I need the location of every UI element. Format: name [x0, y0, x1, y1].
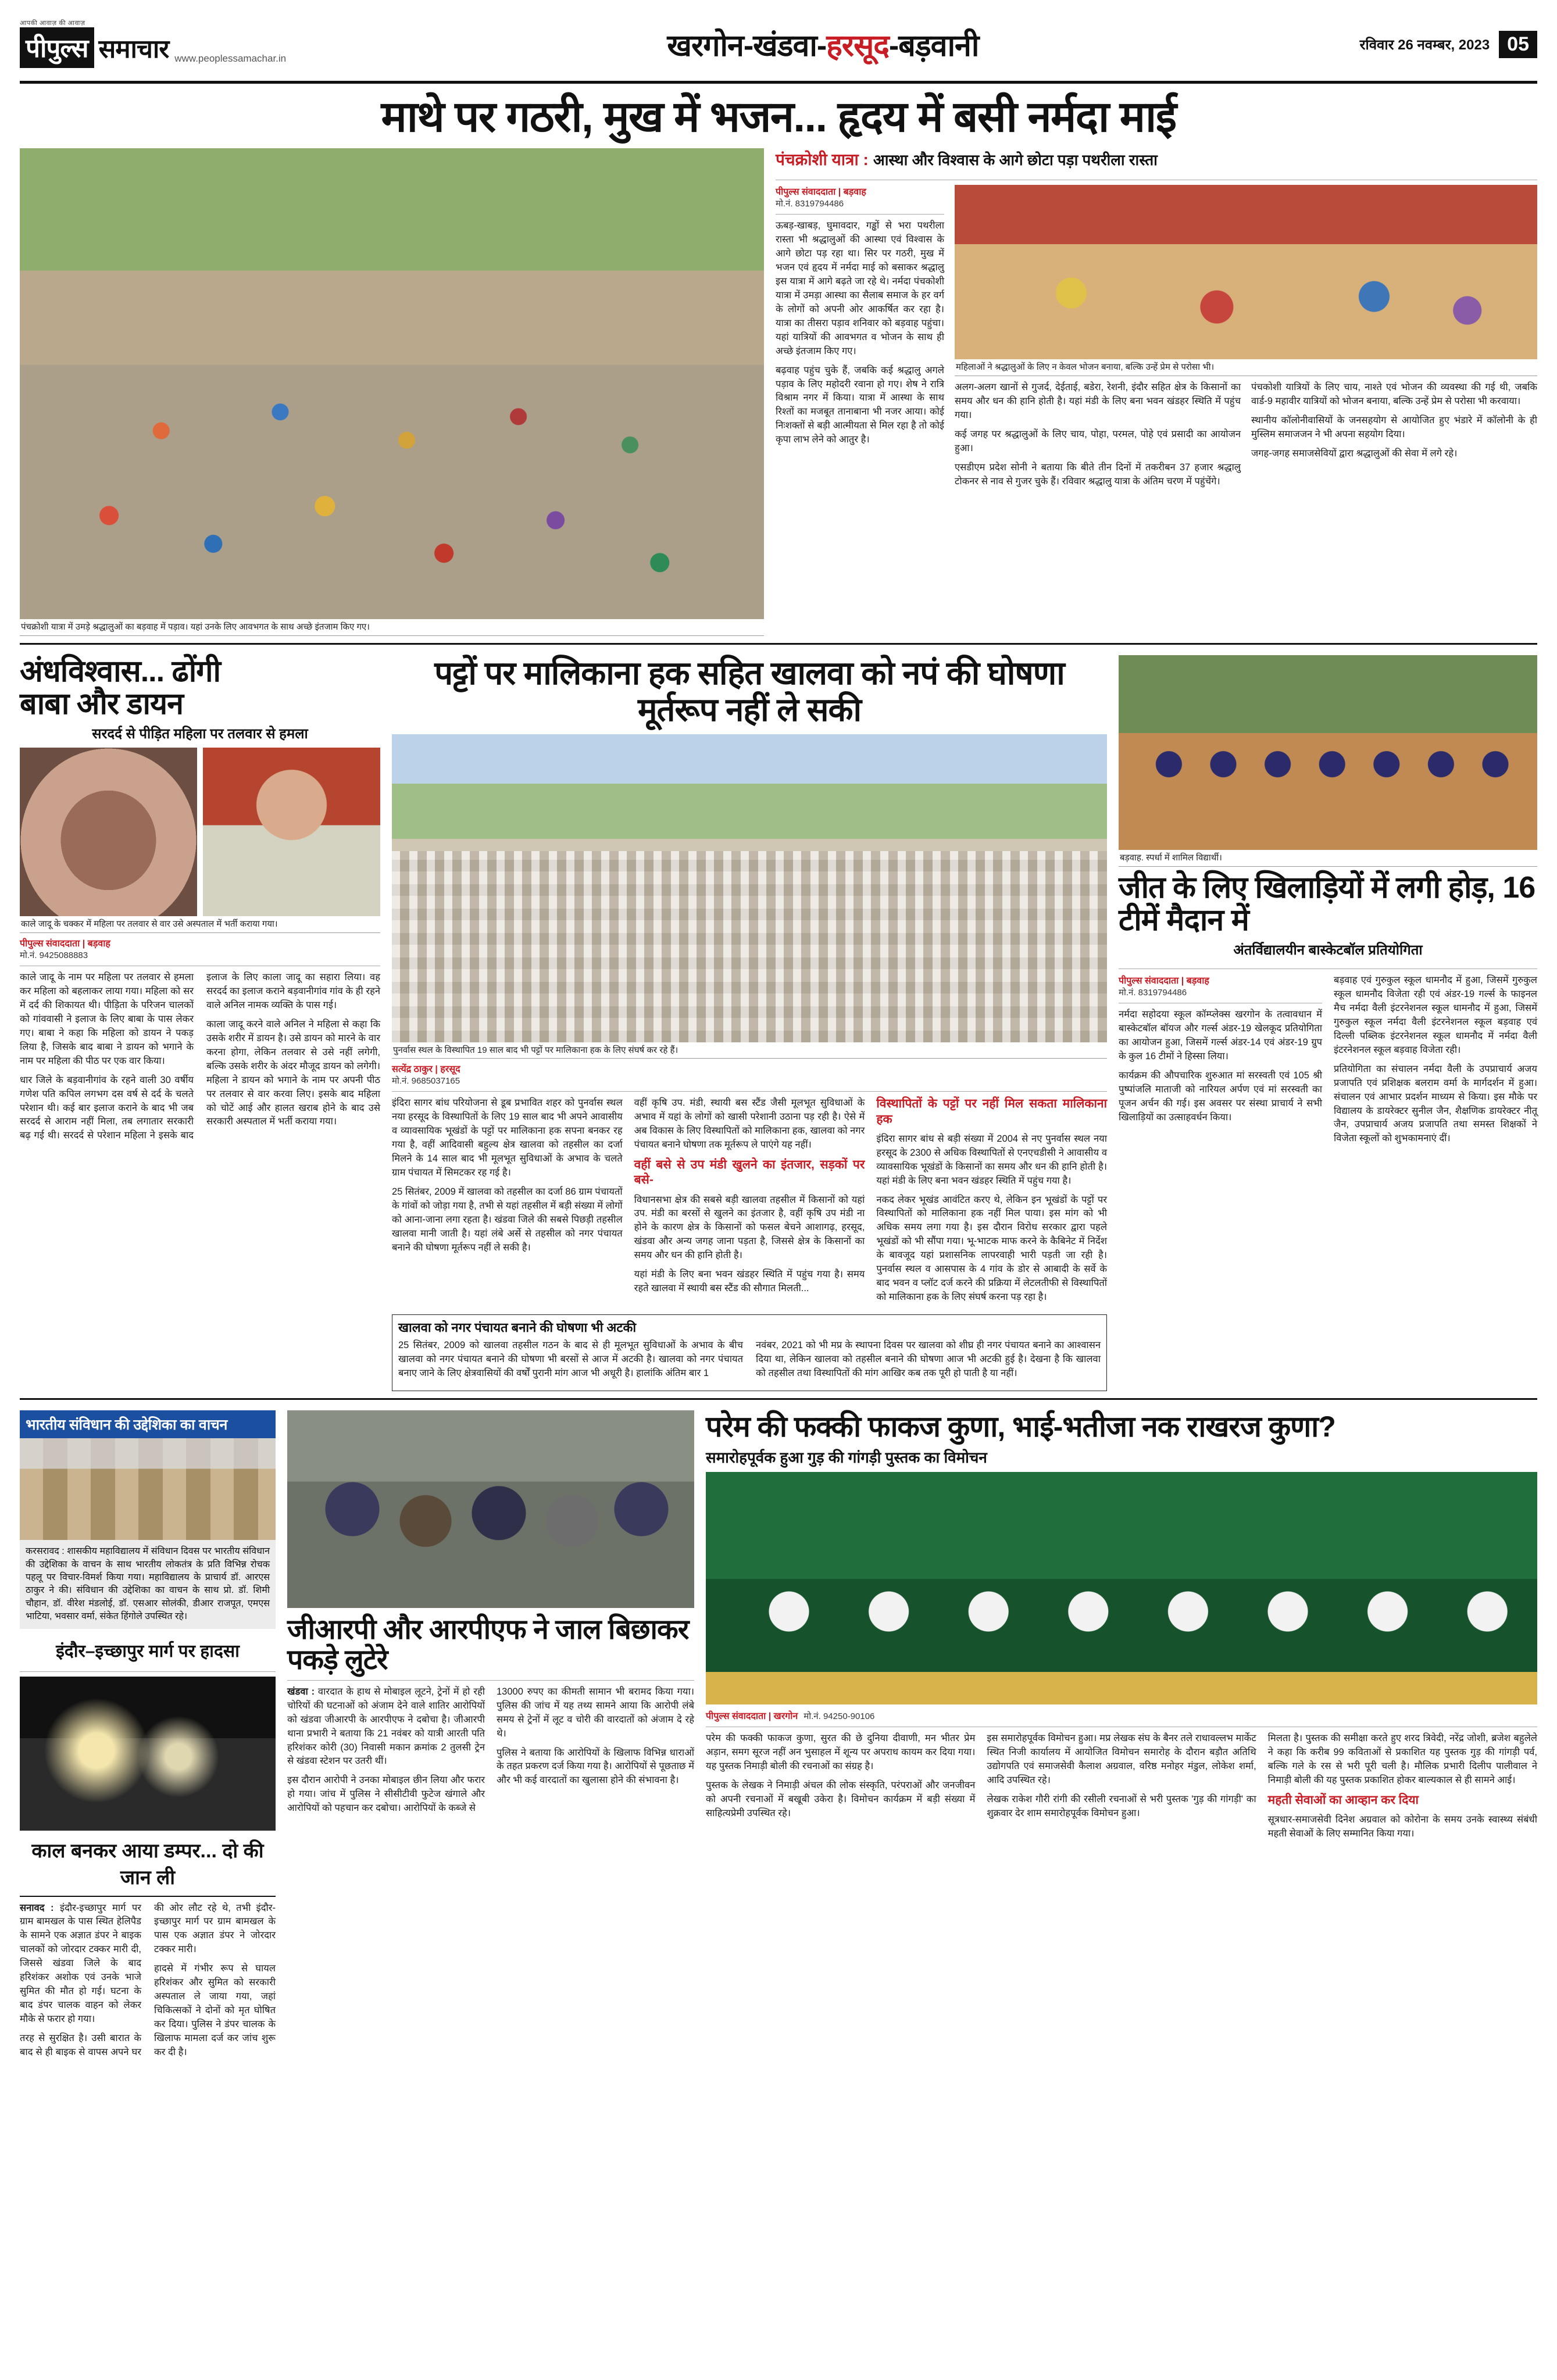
- banner-headline: माथे पर गठरी, मुख में भजन... हृदय में बसी नर्मदा माई: [381, 92, 1176, 141]
- superstition-headline-1: अंधविश्वास... ढोंगी: [20, 655, 220, 689]
- patta-para: विधानसभा क्षेत्र की सबसे बड़ी खालवा तहसील में किसानों को यहां उप. मंडी का बरसों से खुलने का इंतजार है, वहीं कृषि उप मंडी ना होने के कारण क्षेत्र के किसानों को फसल बेचने आशागढ़, हरसूद, खंडवा और अन्य जगह जाना पड़ता है, जिससे क्षेत्र के किसानों का समय और धन की हानि होती है।: [634, 1194, 865, 1261]
- lead-photo-block: [20, 148, 764, 636]
- lead-body-1: [776, 219, 944, 447]
- patta-para: इंदिरा सागर बांध परियोजना से डूब प्रभावित शहर को पुनर्वास स्थल नया हरसूद के विस्थापितों के लिए 19 साल बाद भी अपने आवासीय व व्यावसायिक भूखंडों के पट्टों पर मालिकाना हक सपना बनकर रह गया है, वहीं आदिवासी बहुल्य क्षेत्र खालवा को तहसील का दर्जा मिलने के 14 साल बाद भी मूलभूत सुविधाओं के अभाव के चलते ग्राम पंचायत में सिमटकर रह गई है।: [392, 1098, 623, 1178]
- sports-body-1: [1119, 1008, 1322, 1124]
- middle-section: [20, 655, 1537, 1391]
- sports-photo-caption: बड़वाह. स्पर्धा में शामिल विद्यार्थी।: [1119, 850, 1537, 867]
- story-book: [706, 1410, 1537, 2062]
- accident-subhead: काल बनकर आया डम्पर... दो की जान ली: [20, 1831, 276, 1897]
- patta-col3-subhead: विस्थापितों के पट्टों पर नहीं मिल सकता मालिकाना हक: [876, 1097, 1108, 1126]
- loot-headline: जीआरपी और आरपीएफ ने जाल बिछाकर पकड़े लुटेरे: [287, 1614, 689, 1675]
- patta-para: इंदिरा सागर बांध से बड़ी संख्या में 2004 से नए पुनर्वास स्थल नया हरसूद के 2300 से अधिक विस्थापितों से एनएचडीसी ने आवासीय व व्यावसायिक भूखंडों के किसानों का समय और धन की हानि होती है। यहां मंडी के लिए बना भवन खंडहर स्थिति में पहुंच गया है।: [876, 1133, 1108, 1186]
- superstition-para: काला जादू करने वाले अनिल ने महिला से कहा कि उसके शरीर में डायन है। उसे डायन को मारने के वार करना होगा, लेकिन तलवार से उसे नहीं लगेगी, बल्कि उसके शरीर के अंदर मौजूद डायन को लगेगी। महिला ने डायन को भगाने के नाम पर अपनी पीठ पर तलवार से वार करवा लिए। इसके बाद महिला को चोटें आई और हालत खराब होने के बाद उसे सरकारी अस्पताल में भर्ती कराया गया।: [206, 1019, 380, 1127]
- sports-col-1: [1119, 974, 1322, 1151]
- superstition-body: [20, 971, 380, 1143]
- patta-para: 25 सितंबर, 2009 में खालवा को तहसील का दर्जा 86 ग्राम पंचायतों के गांवों को जोड़ा गया है, तभी से यहां तहसील में बड़ी संख्या में लोगों को आना-जाना लगा रहता है। खंडवा जिले की सबसे पिछड़ी तहसील खालवा मानी जाती है। यहां लंबे अर्से से तहसील को नगर पंचायत बनाने की घोषणा मूर्तरूप नहीं ले सकी है।: [392, 1186, 623, 1253]
- superstition-photo-1-image: [20, 748, 197, 916]
- lead-side-photo-image: [955, 185, 1537, 359]
- book-col3-subhead: महती सेवाओं का आव्हान कर दिया: [1267, 1793, 1419, 1807]
- masthead: [20, 16, 1537, 84]
- lead-para: जगह-जगह समाजसेवियों द्वारा श्रद्धालुओं की सेवा में लगे रहे।: [1251, 448, 1458, 459]
- masthead-right: [1360, 31, 1537, 58]
- accident-para: हादसे में गंभीर रूप से घायल हरिशंकर और सुमित को सरकारी अस्पताल ले जाया गया, जहां चिकित्सकों ने दोनों को मृत घोषित कर दिया। पुलिस ने डंपर चालक के खिलाफ मामला दर्ज कर जांच शुरू कर दी है।: [154, 1963, 276, 2057]
- constitution-bluebar: भारतीय संविधान की उद्देशिका का वाचन: [20, 1410, 276, 1438]
- lead-story-section: [20, 148, 1537, 636]
- accident-headline: इंदौर–इच्छापुर मार्ग पर हादसा: [56, 1641, 240, 1661]
- accident-lead: [20, 1902, 141, 2027]
- lead-kicker-line: [776, 148, 1537, 170]
- edition-part-1: खरगोन-खंडवा-: [667, 29, 827, 63]
- constitution-body: करसरावद : शासकीय महाविद्यालय में संविधान दिवस पर भारतीय संविधान की उद्देशिका के वाचन के साथ भारतीय लोकतंत्र के प्रति विभिन्न रोचक पहलू पर विचार-विमर्श किया गया। महाविद्यालय के प्राचार्य डॉ. आरएस ठाकुर ने की। संविधान की उद्देशिका का वाचन के साथ प्रो. डॉ. शिमी चौहान, डॉ. वीरेश मंडलोई, डॉ. एसआर सोलंकी, डीआर राजपूत, एमएस भाटिया, भवसार वर्मा, संकेत हिंगोले उपस्थित रहे।: [20, 1540, 276, 1628]
- patta-boxed-item: [392, 1314, 1107, 1391]
- superstition-byline: पीपुल्स संवाददाता | बड़वाह: [20, 939, 110, 949]
- sports-para: बड़वाह एवं गुरुकुल स्कूल धामनौद में हुआ, जिसमें गुरुकुल स्कूल धामनौद विजेता रही एवं अंडर-19 गर्ल्स के फाइनल मैच नर्मदा वैली इंटरनेशनल स्कूल धामनौद में हुआ, जिसमें गुरुकुल स्कूल नर्मदा वैली इंटरनेशनल स्कूल बड़वाह एवं दिल्ली पब्लिक इंटरनेशनल स्कूल धामनौद में नर्मदा वैली इंटरनेशनल स्कूल बड़वाह विजेता रही।: [1334, 975, 1537, 1055]
- loot-para: पुलिस ने बताया कि आरोपियों के खिलाफ विभिन्न धाराओं के तहत प्रकरण दर्ज किया गया है। आरोपियों से पूछताछ में और भी कई वारदातों का खुलासा होने की संभावना है।: [497, 1747, 694, 1786]
- book-photo-image: [706, 1472, 1537, 1704]
- accident-photo-image: [20, 1677, 276, 1831]
- accident-body: [20, 1902, 276, 2063]
- patta-col-2: [634, 1096, 865, 1310]
- lead-side-photo-caption: महिलाओं ने श्रद्धालुओं के लिए न केवल भोजन बनाया, बल्कि उन्हें प्रेम से परोसा भी।: [955, 359, 1537, 376]
- logo-samachar-text: समाचार: [98, 35, 169, 63]
- story-loot: [287, 1410, 694, 2062]
- lead-kicker-sub: आस्था और विश्वास के आगे छोटा पड़ा पथरीला रास्ता: [873, 151, 1158, 169]
- patta-col-3: [876, 1096, 1107, 1310]
- lead-col-1: [776, 185, 944, 494]
- superstition-para: धार जिले के बड़वानीगांव के रहने वाली 30 वर्षीय गणेश पति कपिल लगभग दस वर्ष से दर्द के चलते परेशान थी। कई बार इलाज कराने के बाद भी जब सरदर्द से आराम नहीं मिला, तब लगातार सरकारी बढ़ गई थी। सरदर्द से परेशान महिला ने इसके बाद इलाज के लिए काला जादू का सहारा लिया। वह सरदर्द का इलाज कराने बड़वानीगांव गांव के ही रहने वाले अनिल नामक व्यक्ति के पास गई।: [20, 972, 380, 1141]
- loot-col-2: [497, 1685, 694, 1821]
- patta-para: वहीं कृषि उप. मंडी, स्थायी बस स्टैंड जैसी मूलभूत सुविधाओं के अभाव में यहां के लोगों को खासी परेशानी उठाना पड़ रही है। ऐसे में अब विकास के लिए विस्थापितों को मालिकाना हक, खालवा को नगर पंचायत बनाने घोषणा तक मूर्तरूप ले पाएंगे यह नहीं।: [634, 1098, 865, 1150]
- patta-byline-phone: मो.नं. 9685037165: [392, 1076, 460, 1087]
- lead-side-photo: [955, 185, 1537, 359]
- edition-part-2: -बड़वानी: [888, 29, 979, 63]
- publication-date: रविवार 26 नवम्बर, 2023: [1359, 37, 1490, 53]
- loot-col-1: [287, 1685, 485, 1821]
- book-byline-phone: मो.नं. 94250-90106: [804, 1711, 875, 1722]
- patta-byline: सत्येंद्र ठाकुर | हरसूद: [392, 1064, 460, 1075]
- book-photo: [706, 1472, 1537, 1704]
- accident-para: इंदौर-इच्छापुर मार्ग पर ग्राम बामखल के पास स्थित हेलिपैड के सामने एक अज्ञात डंपर ने बाइक चालकों को जोरदार टक्कर मारी दी, जिससे खंडवा जिले के बाद हरिशंकर अशोक एवं उनके भाजे सुमित की मौत हो गई। घटना के बाद डंपर चालक वाहन को लेकर मौके से फरार हो गया।: [20, 1902, 141, 2024]
- lead-para: एसडीएम प्रदेश सोनी ने बताया कि बीते तीन दिनों में तकरीबन 37 हजार श्रद्धालु टोकनर से नाव से गुजर चुके हैं। रविवार श्रद्धालु यात्रा के अंतिम चरण में पहुंचेंगे।: [955, 462, 1241, 487]
- sports-headline: जीत के लिए खिलाड़ियों में लगी होड़, 16 टीमें मैदान में: [1119, 870, 1535, 938]
- book-subhead: समारोहपूर्वक हुआ गुड़ की गांगड़ी पुस्तक का विमोचन: [706, 1449, 987, 1467]
- loot-para: इस दौरान आरोपी ने उनका मोबाइल छीन लिया और फरार हो गया। जांच में पुलिस ने सीसीटीवी फुटेज खंगाले और आरोपियों को पहचान कर दबोचा। आरोपियों के कब्जे से: [287, 1775, 485, 1814]
- patta-para: नकद लेकर भूखंड आवंटित करए थे, लेकिन इन भूखंडों के पट्टों पर विस्थापितों को मालिकाना हक नहीं मिल पाया। इस मांग को भी अधिक समय लगा गया है। इस दौरान विरोध सरकार द्वारा पहले भूखंडों को भी सौंपा गया। भू-भाटक माफ करने के कैबिनेट में निर्देश के बावजूद यहां प्रशासनिक लापरवाही भारी पड़ती जा रही है। पुनर्वास स्थल व आसपास के 4 गांव के डोर से आबादी के सर्वे के बाद भवन व प्लॉट दर्ज करने की प्रक्रिया में लेटलतीफी से विस्थापितों को मालिकाना हक के लिए संघर्ष करना पड़ रहा है।: [876, 1194, 1108, 1302]
- book-para: परेम की फक्की फाकज कुणा, सुरत की छे दुनिया दीवाणी, मन भीतर प्रेम अड़ान, समग सूरज नहीं अन भुसाहल में शून्य पर अपराध कायम कर दिया गया। यह पुस्तक निमाड़ी बोली की रचनाओं का संग्रह है।: [706, 1733, 976, 1771]
- page-number: 05: [1499, 31, 1537, 58]
- book-para: मिलता है। पुस्तक की समीक्षा करते हुए शरद त्रिवेदी, नरेंद्र जोशी, ब्रजेश बहुलेले ने कहा कि करीब 99 कविताओं से प्रकाशित यह पुस्तक गुड़ की गांगड़ी पर्व, बल्कि गले के रस से भरी पूरी चली है। मौलिक प्रभारी दिलीप पालीवाल ने निमाड़ी बोली की यह पुस्तक प्रकाशित होकर बाल्यकाल से ही सामने आई।: [1267, 1733, 1537, 1785]
- lead-para: स्थानीय कॉलोनीवासियों के जनसहयोग से आयोजित हुए भंडारे में कॉलोनी के ही मुस्लिम समाजजन ने भी अपना सहयोग दिया।: [1251, 414, 1537, 439]
- lead-photo-caption: पंचक्रोशी यात्रा में उमड़े श्रद्धालुओं का बड़वाह में पड़ाव। यहां उनके लिए आवभगत के साथ अच्छे इंतजाम किए गए।: [20, 619, 764, 636]
- lead-para: कई जगह पर श्रद्धालुओं के लिए चाय, पोहा, परमल, पोहे एवं प्रसादी का आयोजन हुआ।: [955, 428, 1241, 453]
- sports-byline-phone: मो.नं. 8319794486: [1119, 988, 1187, 998]
- logo-peoples-text: पीपुल्स: [20, 27, 94, 68]
- edition-title: [286, 24, 1360, 65]
- lead-para: बढ़वाह पहुंच चुके हैं, जबकि कई श्रद्धालु अगले पड़ाव के लिए महोदरी रवाना हो गए। शेष ने रात्रि विश्राम नगर में किया। यात्रा में आस्था के साथ रिश्तों का मजबूत तानाबाना भी नजर आया। कोई निःशक्तों से बड़ी आत्मीयता से मिल रहा है तो कोई कृपा लाभ लेने को आतुर है।: [776, 364, 944, 445]
- patta-boxed-para: 25 सितंबर, 2009 को खालवा तहसील गठन के बाद से ही मूलभूत सुविधाओं के अभाव के बीच खालवा को नगर पंचायत बनाने की घोषणा भी बरसों से आज में अटकी है। खालवा को नगर पंचायत बनाए जाने के लिए क्षेत्रवासियों की वर्षों पुरानी मांग आज भी अधूरी है। हालांकि अंतिम बार 1: [398, 1340, 743, 1379]
- loot-para: वारदात के हाथ से मोबाइल लूटने, ट्रेनों में हो रही चोरियों की घटनाओं को अंजाम देने वाले शातिर आरोपियों को खंडवा जीआरपी के आरपीएफ ने दबोचा है। जीआरपी थाना प्रभारी ने बताया कि 21 नवंबर को यात्री आरती पति हरिशंकर कोरी (30) निवासी मकान क्रमांक 2 तुलसी ट्रेन से खंडवा स्टेशन पर उतरी थीं।: [287, 1686, 485, 1767]
- lead-body-3: [1251, 381, 1537, 494]
- sports-byline: पीपुल्स संवाददाता | बड़वाह: [1119, 976, 1209, 987]
- story-patta: [392, 655, 1107, 1391]
- book-para: इस समारोहपूर्वक विमोचन हुआ। मप्र लेखक संघ के बैनर तले राधावल्लभ मार्केट स्थित निजी कार्यालय में आयोजित विमोचन समारोह के दौरान बड़ौत अतिथि उद्योगपति एवं समाजसेवी कैलाश अग्रवाल, वरिष्ठ मनोहर मंडुल, लोकेश शर्मा, आदि उपस्थित रहे।: [987, 1733, 1256, 1785]
- superstition-headline-2: बाबा और डायन: [20, 687, 183, 721]
- sports-para: प्रतियोगिता का संचालन नर्मदा वैली के उपप्राचार्य अजय प्रजापति एवं प्रशिक्षक बलराम वर्मा के मार्गदर्शन में हुआ। संचालन एवं आभार प्रदर्शन माध्यम से किया। इस मौके पर विद्यालय के डायरेक्टर सुनील जैन, शैक्षणिक डायरेक्टर नीतू जैन, उपप्राचार्य अजय प्रजापति तथा समस्त शिक्षकों ने विजेता स्कूलों को शुभकामनाएं दीं।: [1334, 1063, 1537, 1144]
- patta-subhead-red: वहीं बसे से उप मंडी खुलने का इंतजार, सड़कों पर बसे-: [634, 1158, 865, 1187]
- loot-dateline: खंडवा :: [287, 1686, 315, 1697]
- sports-body-2: [1334, 974, 1537, 1151]
- superstition-byline-phone: मो.नं. 9425088883: [20, 950, 88, 961]
- patta-photo-image: [392, 734, 1107, 1042]
- lead-photo-image: [20, 148, 764, 619]
- accident-dateline: सनावद :: [20, 1902, 54, 1913]
- lead-body-2: [955, 381, 1241, 494]
- patta-para: यहां मंडी के लिए बना भवन खंडहर स्थिति में पहुंच गया है। समय रहते खालवा में स्थायी बस स्टैंड की सौगात मिलती...: [634, 1269, 865, 1294]
- sports-para: कार्यक्रम की औपचारिक शुरुआत मां सरस्वती एवं 105 श्री पुष्पांजलि माताजी को नारियल अर्पण एवं मां सरस्वती का पूजन अर्चन की गई। इस अवसर पर संस्था प्राचार्य ने सभी खिलाड़ियों का उत्साहवर्धन किया।: [1119, 1070, 1322, 1123]
- edition-part-red: हरसूद: [826, 29, 889, 63]
- book-byline: पीपुल्स संवाददाता | खरगोन: [706, 1711, 798, 1722]
- patta-photo: [392, 734, 1107, 1042]
- superstition-subhead: सरदर्द से पीड़ित महिला पर तलवार से हमला: [92, 726, 308, 742]
- superstition-para: काले जादू के नाम पर महिला पर तलवार से हमला कर महिला को बहलाकर लाया गया। महिला को सर में दर्द की शिकायत थी। पीड़िता के परिजन चालकों को गांववासी ने इलाज के लिए बाबा के पास लेकर गए। बाबा ने कहा कि महिला को डायन ने पकड़ लिया है, जिसके बाद बाबा ने डायन को भगाने के नाम पर महिला की पीठ पर एक वार किया।: [20, 972, 194, 1066]
- sports-photo-image: [1119, 655, 1537, 850]
- lead-text-block: [776, 148, 1537, 636]
- loot-para: 13000 रुपए का कीमती सामान भी बरामद किया गया। पुलिस की जांच में यह तथ्य सामने आया कि आरोपी लंबे समय से ट्रेनों में लूट व चोरी की वारदातों को अंजाम दे रहे थे।: [497, 1686, 694, 1739]
- patta-boxed-headline: खालवा को नगर पंचायत बनाने की घोषणा भी अटकी: [398, 1320, 637, 1335]
- superstition-photo-caption: काले जादू के चक्कर में महिला पर तलवार से वार उसे अस्पताल में भर्ती कराया गया।: [20, 916, 380, 933]
- superstition-photo-2-image: [203, 748, 380, 916]
- constitution-photo: [20, 1438, 276, 1540]
- patta-boxed-body: [398, 1339, 1101, 1386]
- bottom-section: [20, 1410, 1537, 2062]
- lead-para: अलग-अलग खानों से गुजर्द, देईताई, बडेरा, रेशनी, इंदौर सहित क्षेत्र के किसानों का समय और धन की हानि होती है। यहां मंडी के लिए बना भवन खंडहर स्थिति में पहुंच गया।: [955, 382, 1241, 420]
- patta-photo-caption: पुनर्वास स्थल के विस्थापित 19 साल बाद भी पट्टों पर मालिकाना हक के लिए संघर्ष कर रहे हैं।: [392, 1042, 1107, 1059]
- sports-para: नर्मदा सहोदया स्कूल कॉम्प्लेक्स खरगोन के तत्वावधान में बास्केटबॉल बॉयज और गर्ल्स अंडर-19 खेलकूद प्रतियोगिता का आयोजन हुआ, जिसमें गर्ल्स अंडर-14 एवं अंडर-19 ग्रुप के कुल 16 टीमों ने हिस्सा लिया।: [1119, 1009, 1322, 1062]
- book-col-1: [706, 1732, 975, 1846]
- sports-photo: [1119, 655, 1537, 850]
- lead-byline: पीपुल्स संवाददाता | बड़वाह: [776, 187, 866, 198]
- loot-photo-image: [287, 1410, 694, 1608]
- story-superstition: [20, 655, 380, 1391]
- loot-photo: [287, 1410, 694, 1608]
- book-headline: परेम की फक्की फाकज कुणा, भाई-भतीजा नक राखरज कुणा?: [706, 1410, 1335, 1443]
- constitution-photo-image: [20, 1438, 276, 1540]
- book-col-2: [987, 1732, 1256, 1846]
- logo-tagline: आपकी आवाज़ की आवाज़: [20, 20, 85, 27]
- patta-col-1: [392, 1096, 623, 1310]
- lead-byline-phone: मो.नं. 8319794486: [776, 199, 844, 209]
- superstition-photo-2: [203, 748, 380, 916]
- accident-photo: [20, 1677, 276, 1831]
- newspaper-logo[interactable]: [20, 21, 286, 68]
- book-para: सूत्रधार-समाजसेवी दिनेश अग्रवाल को कोरोना के समय उनके स्वास्थ्य संबंधी महती सेवाओं के लिए सम्मानित किया गया।: [1267, 1814, 1537, 1839]
- patta-boxed-para: नवंबर, 2021 को भी मप्र के स्थापना दिवस पर खालवा को शीघ्र ही नगर पंचायत बनाने का आश्वासन दिया था, लेकिन खालवा को तहसील बनाने की घोषणा आज भी अटकी हुई है। देखना है कि खालवा को तहसील तथा विस्थापितों की मांग आखिर कब तक पूरी हो पाती है या नहीं।: [756, 1340, 1101, 1379]
- book-para: पुस्तक के लेखक ने निमाड़ी अंचल की लोक संस्कृति, परंपराओं और जनजीवन को अपनी रचनाओं में बखूबी उकेरा है। विमोचन कार्यक्रम में बड़ी संख्या में साहित्यप्रेमी उपस्थित रहे।: [706, 1779, 976, 1818]
- loot-lead: [287, 1685, 485, 1769]
- superstition-photo-1: [20, 748, 197, 916]
- lead-para: ऊबड़-खाबड़, घुमावदार, गड्ढों से भरा पथरीला रास्ता भी श्रद्धालुओं की आस्था एवं विश्वास के आगे छोटा पड़ रहा था। सिर पर गठरी, मुख में भजन एवं हृदय में नर्मदा माई को बसाकर श्रद्धालु इस यात्रा में आगे बढ़ते जा रहे थे। नर्मदा पंचकोशी यात्रा में उमड़ा आस्था का सैलाब समाज के हर वर्ग के लोगों को अपनी ओर आकर्षित कर रहा है। यात्रा का तीसरा पड़ाव शनिवार को बड़वाह पहुंचा। यहां यात्रियों की आवभगत व भोजन के साथ ही अच्छे इंतजाम किए गए।: [776, 220, 944, 356]
- lead-photo: [20, 148, 764, 619]
- sports-subhead: अंतर्विद्यालयीन बास्केटबॉल प्रतियोगिता: [1233, 942, 1423, 959]
- book-col-3: [1268, 1732, 1537, 1846]
- bottom-left-column: [20, 1410, 276, 2062]
- lead-para: पंचकोशी यात्रियों के लिए चाय, नाश्ते एवं भोजन की व्यवस्था की गई थी, जबकि वार्ड-9 महावीर यात्रियों को भोजन बनाया, बल्कि उन्हें प्रेम से परोसा भी करवाया।: [1251, 382, 1537, 407]
- lead-side-photo-block: [955, 185, 1537, 494]
- website-url[interactable]: www.peoplessamachar.in: [174, 53, 287, 64]
- book-para: लेखक राकेश गौरी रांगी की रसीली रचनाओं से भरी पुस्तक 'गुड़ की गांगड़ी' का शुक्रवार देर शाम समारोहपूर्वक विमोचन हुआ।: [987, 1793, 1256, 1818]
- accident-para: तरह से सुरक्षित है। उसी बारात के बाद से ही बाइक से वापस अपने घर की ओर लौट रहे थे, तभी इंदौर-इच्छापुर मार्ग पर ग्राम बामखल के पास एक अज्ञात डंपर ने जोरदार टक्कर मारी।: [20, 1902, 276, 2057]
- lead-kicker: पंचक्रोशी यात्रा :: [776, 151, 869, 169]
- story-sports: [1119, 655, 1537, 1391]
- patta-headline: पट्टों पर मालिकाना हक सहित खालवा को नपं की घोषणा मूर्तरूप नहीं ले सकी: [434, 655, 1065, 728]
